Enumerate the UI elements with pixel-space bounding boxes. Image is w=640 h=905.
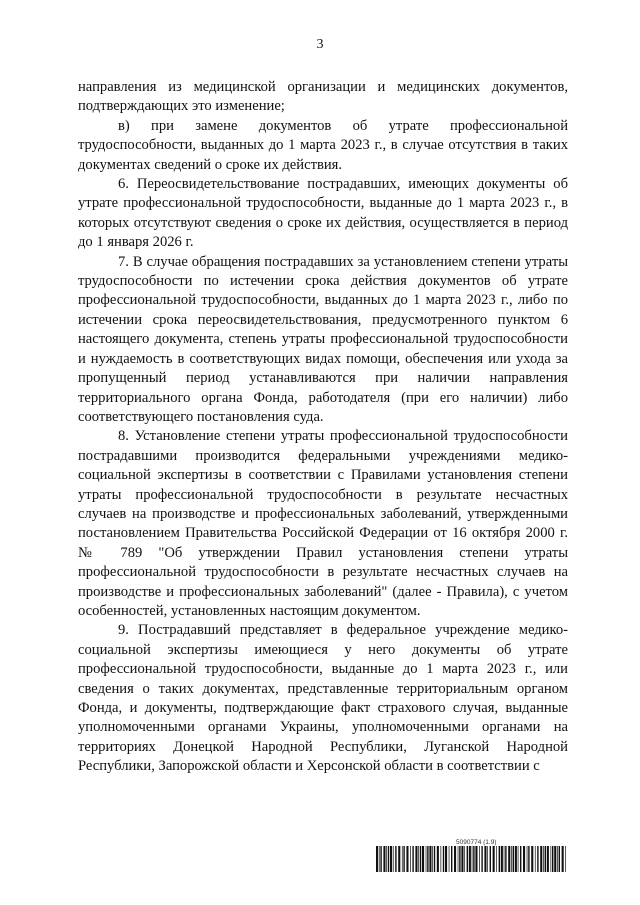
page-number: 3 [316, 37, 324, 52]
barcode-bar [388, 846, 389, 872]
barcode-bar [545, 846, 546, 872]
barcode-bar [467, 846, 468, 872]
barcode-bar [496, 846, 497, 872]
barcode-bar [490, 846, 491, 872]
barcode-bar [464, 846, 465, 872]
paragraph-item-9: 9. Пострадавший представляет в федеральное учреждение медико-социальной экспертизы имеющиеся у него документы об утрате профессиональной трудоспособности, выданные до 1 марта 2023 г., или сведения о таких документах, представленные территориальным органом Фонда, и документы, подтверждающие факт страхового случая, выданные уполномоченными органами Украины, уполномоченными органами на территориях Донецкой Народной Республики, Луганской Народной Республики, Запорожской области и Херсонской области в соответствии с [78, 622, 568, 775]
barcode-bar [499, 846, 500, 872]
document-code: 5090774 (1.9) [456, 839, 497, 846]
barcode-bar [562, 846, 564, 872]
paragraph-continuation: направления из медицинской организации и медицинских документов, подтверждающих это изменение; [78, 79, 568, 115]
barcode-bar [379, 846, 380, 872]
barcode-bar [505, 846, 506, 872]
barcode-bar [493, 846, 495, 872]
barcode-bar [426, 846, 427, 872]
barcode-bar [383, 846, 385, 872]
barcode-bar [531, 846, 533, 872]
barcode-bar [537, 846, 538, 872]
barcode-bar [551, 846, 552, 872]
barcode-bar [422, 846, 424, 872]
barcode-bar [458, 846, 459, 872]
barcode-bar [472, 846, 473, 872]
barcode-bar [527, 846, 528, 872]
barcode-bar [432, 846, 433, 872]
barcode-bar [376, 846, 378, 872]
barcode-bar [393, 846, 394, 872]
barcode-bar [461, 846, 463, 872]
barcode-bar [395, 846, 396, 872]
barcode-bar [554, 846, 556, 872]
barcode-bar [487, 846, 488, 872]
barcode-bar [540, 846, 542, 872]
barcode-bar [451, 846, 452, 872]
barcode-bar [437, 846, 439, 872]
barcode-bar [513, 846, 514, 872]
barcode [376, 846, 568, 872]
barcode-bar [445, 846, 447, 872]
barcode-bar [449, 846, 450, 872]
barcode-bar [386, 846, 387, 872]
barcode-bar [475, 846, 477, 872]
barcode-bar [429, 846, 431, 872]
barcode-bar [473, 846, 474, 872]
paragraph-item-7: 7. В случае обращения пострадавших за установлением степени утраты трудоспособности по истечении срока действия документов об утрате профессиональной трудоспособности, выданных до 1 марта 2023 г., либо по истечении срока переосвидетельствования, предусмотренного пунктом 6 настоящего документа, степень утраты профессиональной трудоспособности и нуждаемость в соответствующих видах помощи, обеспечения или ухода за пропущенный период устанавливаются при наличии направления территориального органа Фонда, работодателя (при его наличии) либо соответствующего постановления суда. [78, 253, 568, 425]
barcode-bar [528, 846, 529, 872]
barcode-bar [434, 846, 435, 872]
barcode-bar [543, 846, 544, 872]
paragraph-item-8: 8. Установление степени утраты профессиональной трудоспособности пострадавшими производится федеральными учреждениями медико-социальной экспертизы в соответствии с Правилами установления степени утраты профессиональной трудоспособности в результате несчастных случаев на производстве и профессиональных заболеваний, утвержденными постановлением Правительства Российской Федерации от 16 октября 2000 г. № 789 "Об утверждении Правил установления степени утраты профессиональной трудоспособности в результате несчастных случаев на производстве и профессиональных заболеваний" (далее - Правила), с учетом особенностей, установленных настоящим документом. [78, 428, 568, 619]
barcode-bar [559, 846, 560, 872]
barcode-bar [390, 846, 392, 872]
barcode-bar [415, 846, 417, 872]
barcode-bar [420, 846, 421, 872]
barcode-bar [380, 846, 381, 872]
paragraph-item-6: 6. Переосвидетельствование пострадавших, имеющих документы об утрате профессиональной трудоспособности, выданные до 1 марта 2023 г., в которых отсутствуют сведения о сроке их действия, осуществляется в период до 1 января 2026 г. [78, 176, 568, 251]
barcode-bar [398, 846, 400, 872]
barcode-bar [403, 846, 404, 872]
barcode-bar [441, 846, 442, 872]
barcode-bar [484, 846, 486, 872]
barcode-bar [523, 846, 525, 872]
barcode-bar [402, 846, 403, 872]
barcode-bar [459, 846, 460, 872]
barcode-bar [535, 846, 536, 872]
barcode-bar [479, 846, 480, 872]
barcode-bar [518, 846, 519, 872]
barcode-bar [547, 846, 549, 872]
barcode-bar [508, 846, 510, 872]
barcode-bar [565, 846, 566, 872]
barcode-bar [557, 846, 558, 872]
barcode-bar [504, 846, 505, 872]
barcode-bar [418, 846, 419, 872]
barcode-bar [412, 846, 413, 872]
barcode-bar [469, 846, 471, 872]
barcode-bar [511, 846, 512, 872]
barcode-bar [406, 846, 408, 872]
paragraph-subitem-v: в) при замене документов об утрате профессиональной трудоспособности, выданных до 1 марта 2023 г., в случае отсутствия в таких документах сведений о сроке их действия. [78, 117, 568, 173]
barcode-bar [443, 846, 444, 872]
barcode-bar [552, 846, 553, 872]
barcode-bar [427, 846, 428, 872]
barcode-bar [520, 846, 521, 872]
barcode-bar [501, 846, 503, 872]
barcode-bar [454, 846, 456, 872]
barcode-bar [410, 846, 411, 872]
body-text [78, 78, 568, 777]
barcode-bar [515, 846, 517, 872]
barcode-bar [481, 846, 482, 872]
